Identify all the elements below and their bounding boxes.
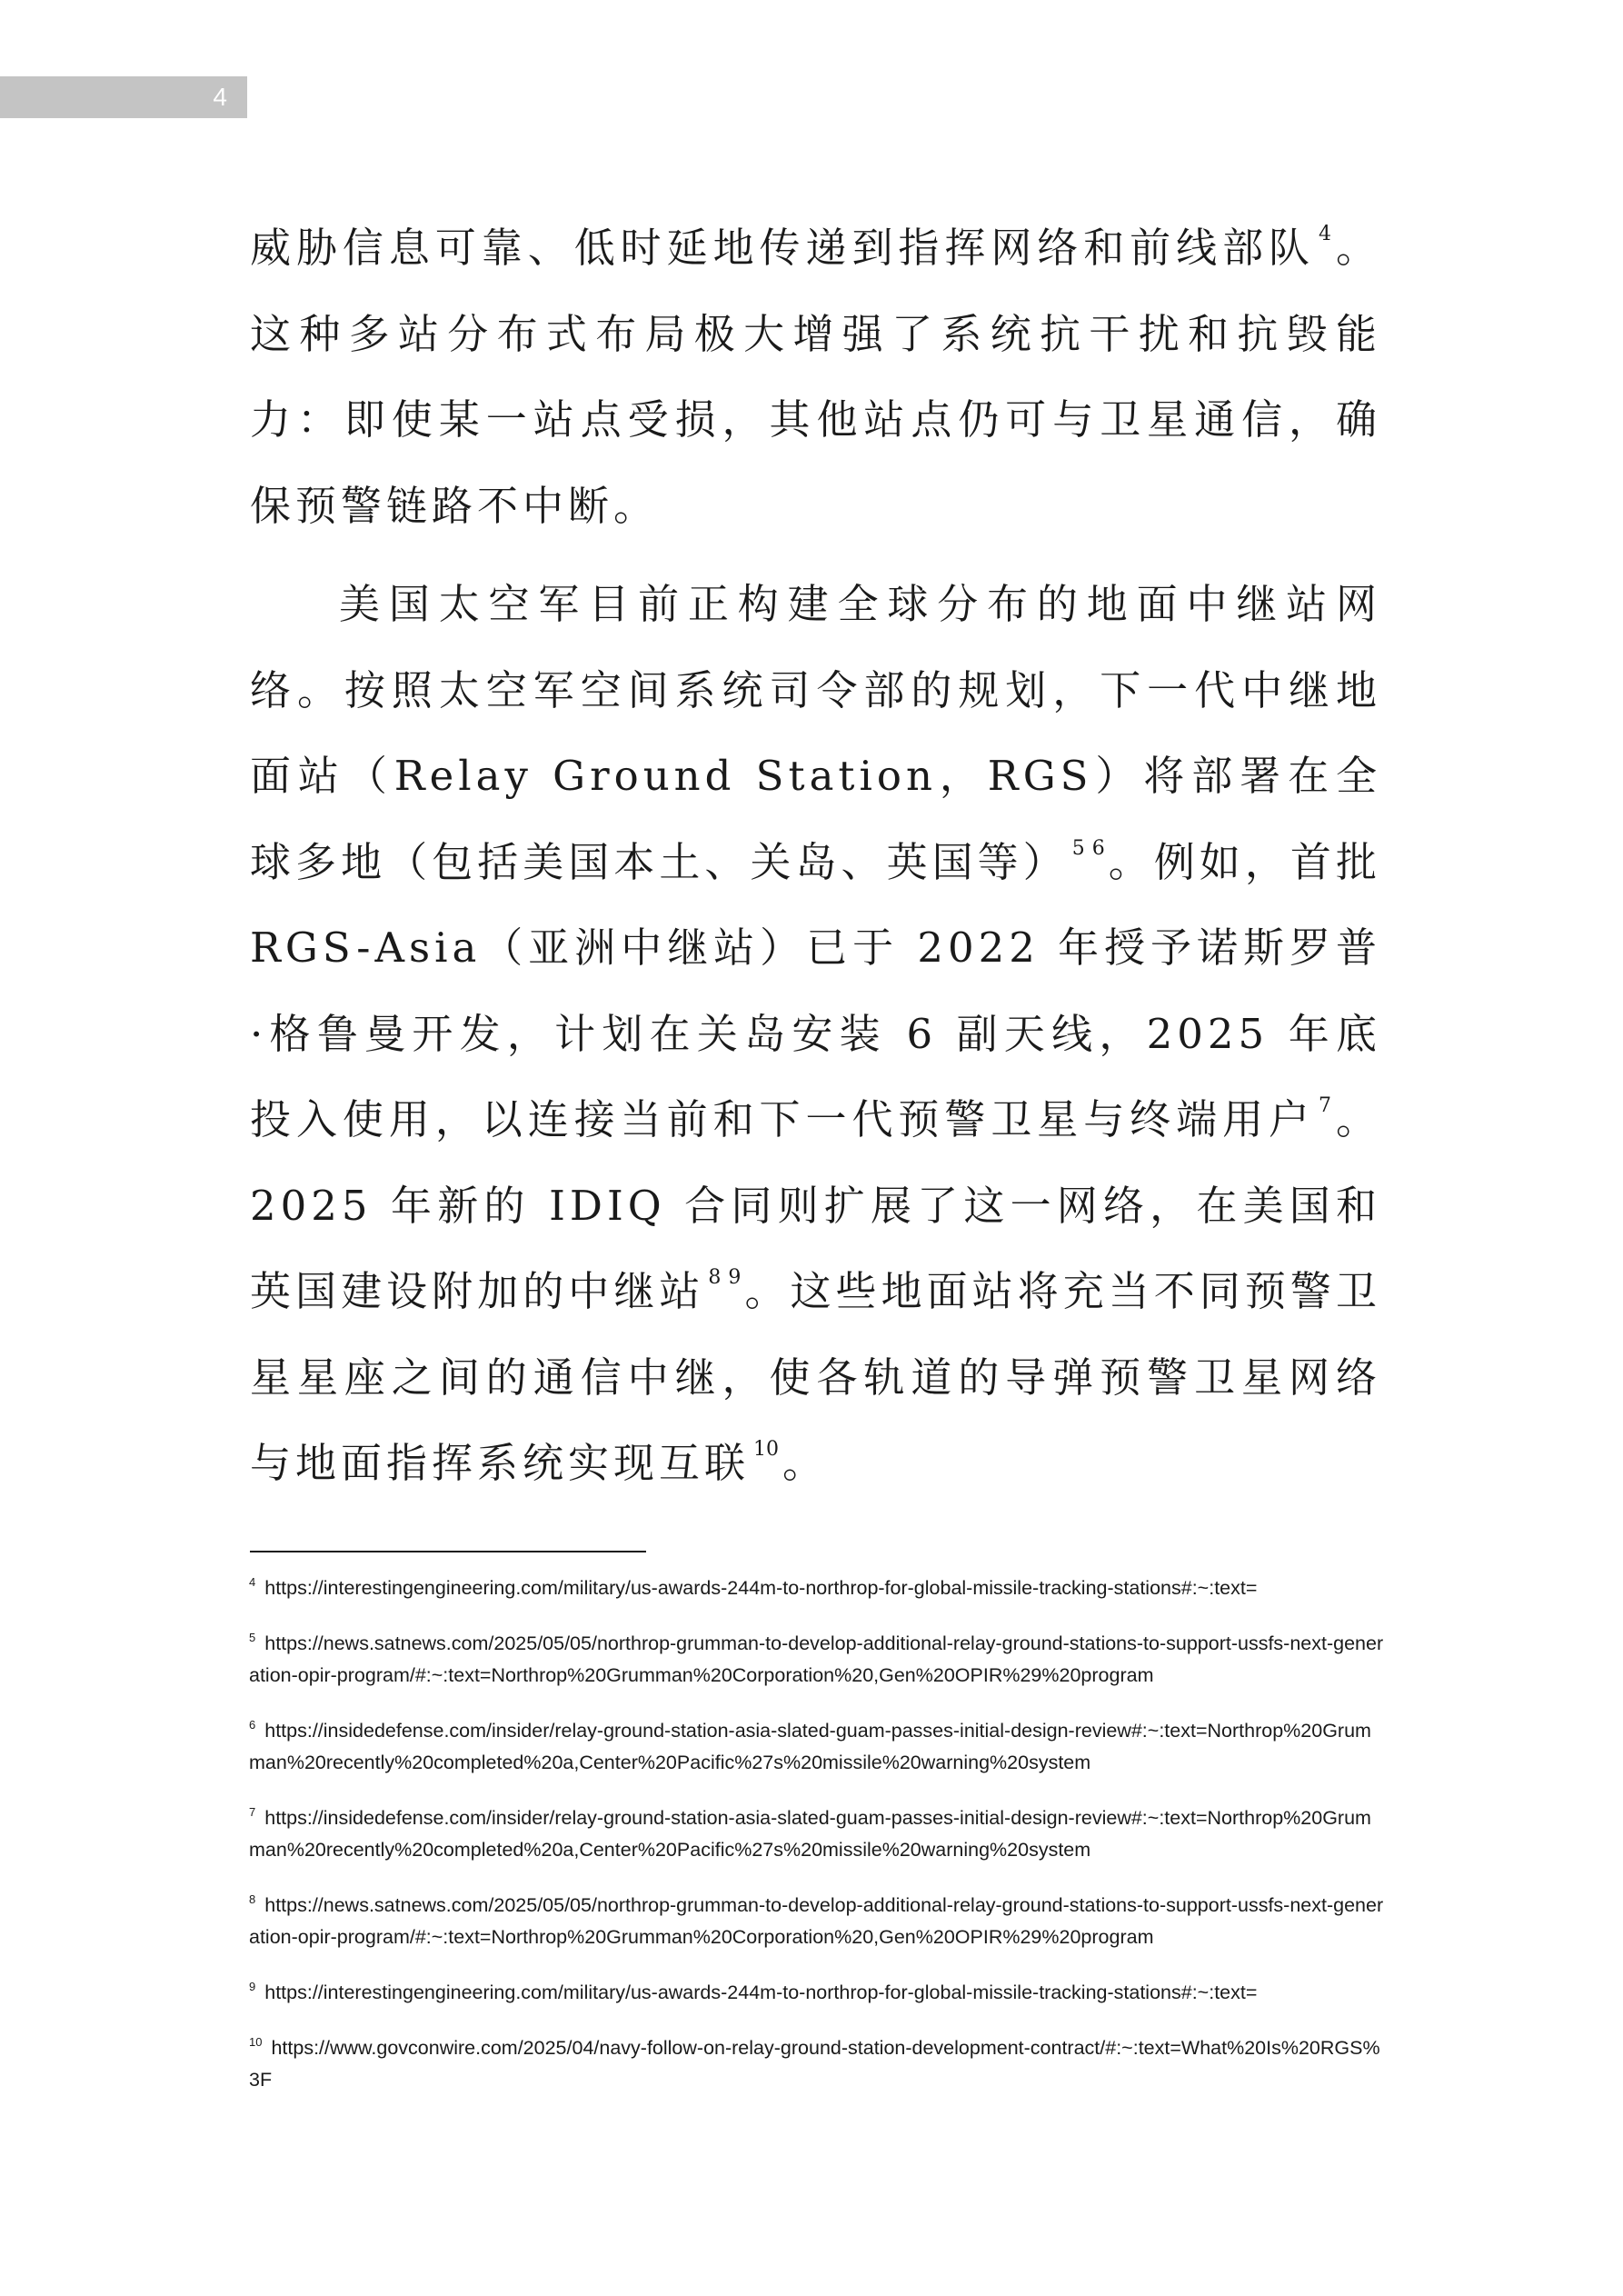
footnote-number: 6 [249,1718,256,1732]
footnote-item [249,1890,1385,1953]
page-number: 4 [213,83,227,111]
footnote-item [249,1572,1385,1604]
footnote-number: 5 [249,1631,256,1644]
footnote-reference[interactable]: 4 [1319,223,1332,245]
footnote-item [249,2032,1385,2096]
footnote-item [249,1628,1385,1692]
footnote-reference[interactable]: 6 [1091,836,1105,860]
paragraph-text: 。 [782,1439,829,1487]
footnote-reference[interactable]: 9 [728,1266,742,1289]
footnote-url[interactable]: https://insidedefense.com/insider/relay-ground-station-asia-slated-guam-passes-initial-design-review#:~:text=Northrop%20Grumman%20recently%20completed%20a,Center%20Pacific%27s%20missile%20warning%20system [249,1807,1371,1861]
paragraph-text: 美国太空军目前正构建全球分布的地面中继站网络。按照太空军空间系统司令部的规划，下一代中继地面站（Relay Ground Station，RGS）将部署在全球多地（包括美国本土、关岛、英国等） [250,580,1381,886]
footnote-number: 7 [249,1805,256,1819]
footnote-reference[interactable]: 10 [753,1438,780,1461]
paragraph-text: 威胁信息可靠、低时延地传递到指挥网络和前线部队 [250,224,1316,272]
footnote-url[interactable]: https://news.satnews.com/2025/05/05/northrop-grumman-to-develop-additional-relay-ground-stations-to-support-ussfs-next-generation-opir-program/#:~:text=Northrop%20Grumman%20Corporation%20,Gen%20OPIR%29%20program [249,1894,1384,1948]
footnote-url[interactable]: https://interestingengineering.com/military/us-awards-244m-to-northrop-for-global-missile-tracking-stations#:~:text= [264,1982,1258,2003]
paragraph-text: 。这种多站分布式布局极大增强了系统抗干扰和抗毁能力：即使某一站点受损，其他站点仍可与卫星通信，确保预警链路不中断。 [250,224,1381,530]
paragraph [250,562,1381,1507]
footnote-number: 4 [249,1575,256,1589]
footnote-item [249,1715,1385,1779]
paragraph [250,205,1381,549]
footnote-item [249,1977,1385,2009]
footnote-url[interactable]: https://news.satnews.com/2025/05/05/northrop-grumman-to-develop-additional-relay-ground-stations-to-support-ussfs-next-generation-opir-program/#:~:text=Northrop%20Grumman%20Corporation%20,Gen%20OPIR%29%20program [249,1632,1384,1686]
footnote-reference[interactable]: 8 [708,1266,722,1289]
footnote-reference[interactable]: 5 [1071,836,1085,860]
paragraph-text: 。2025 年新的 IDIQ 合同则扩展了这一网络，在美国和英国建设附加的中继站 [250,1095,1381,1315]
footnote-url[interactable]: https://interestingengineering.com/military/us-awards-244m-to-northrop-for-global-missile-tracking-stations#:~:text= [264,1577,1258,1599]
footnote-number: 8 [249,1892,256,1906]
footnote-reference[interactable]: 7 [1319,1094,1332,1117]
body-text [250,205,1381,1507]
paragraph-text: 。例如，首批 RGS-Asia（亚洲中继站）已于 2022 年授予诺斯罗普·格鲁曼开发，计划在关岛安装 6 副天线，2025 年底投入使用，以连接当前和下一代预警卫星与终端用户 [250,837,1381,1143]
paragraph-text: 。这些地面站将充当不同预警卫星星座之间的通信中继，使各轨道的导弹预警卫星网络与地面指挥系统实现互联 [250,1267,1381,1487]
footnote-url[interactable]: https://insidedefense.com/insider/relay-ground-station-asia-slated-guam-passes-initial-design-review#:~:text=Northrop%20Grumman%20recently%20completed%20a,Center%20Pacific%27s%20missile%20warning%20system [249,1720,1371,1773]
footnote-number: 9 [249,1980,256,1993]
footnote-item [249,1802,1385,1866]
footnote-number: 10 [249,2035,263,2049]
footnotes-section [249,1572,1385,2120]
page-number-bar [0,76,247,118]
footnote-url[interactable]: https://www.govconwire.com/2025/04/navy-follow-on-relay-ground-station-development-contract/#:~:text=What%20Is%20RGS%3F [249,2037,1380,2091]
footnote-separator [250,1551,646,1552]
